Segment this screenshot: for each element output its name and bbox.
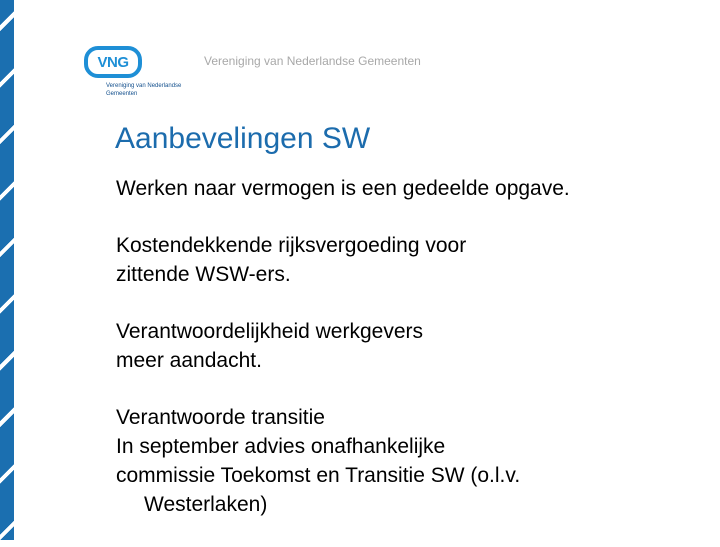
paragraph-line: Kostendekkende rijksvergoeding voor bbox=[116, 234, 467, 257]
paragraph-line: Verantwoorde transitie bbox=[116, 406, 325, 429]
paragraph-line: Westerlaken) bbox=[144, 493, 268, 516]
paragraph-line: Werken naar vermogen is een gedeelde opgave. bbox=[116, 177, 570, 200]
organization-name: Vereniging van Nederlandse Gemeenten bbox=[204, 54, 421, 68]
logo-text: VNG bbox=[97, 53, 129, 71]
paragraph-line: meer aandacht. bbox=[116, 349, 262, 372]
paragraph-line: commissie Toekomst en Transitie SW (o.l.v. bbox=[116, 464, 521, 487]
paragraph-4 bbox=[116, 403, 696, 519]
paragraph-3 bbox=[116, 317, 696, 375]
logo-subtitle: Vereniging van Nederlandse Gemeenten bbox=[106, 83, 182, 97]
slide-body bbox=[116, 174, 696, 547]
paragraph-line: Verantwoordelijkheid werkgevers bbox=[116, 320, 423, 343]
paragraph-line: In september advies onafhankelijke bbox=[116, 435, 446, 458]
slide-title: Aanbevelingen SW bbox=[115, 122, 371, 155]
paragraph-1 bbox=[116, 174, 696, 203]
vng-logo bbox=[84, 46, 142, 78]
paragraph-line: zittende WSW-ers. bbox=[116, 263, 291, 286]
paragraph-2 bbox=[116, 231, 696, 289]
decorative-stripe bbox=[0, 0, 14, 540]
